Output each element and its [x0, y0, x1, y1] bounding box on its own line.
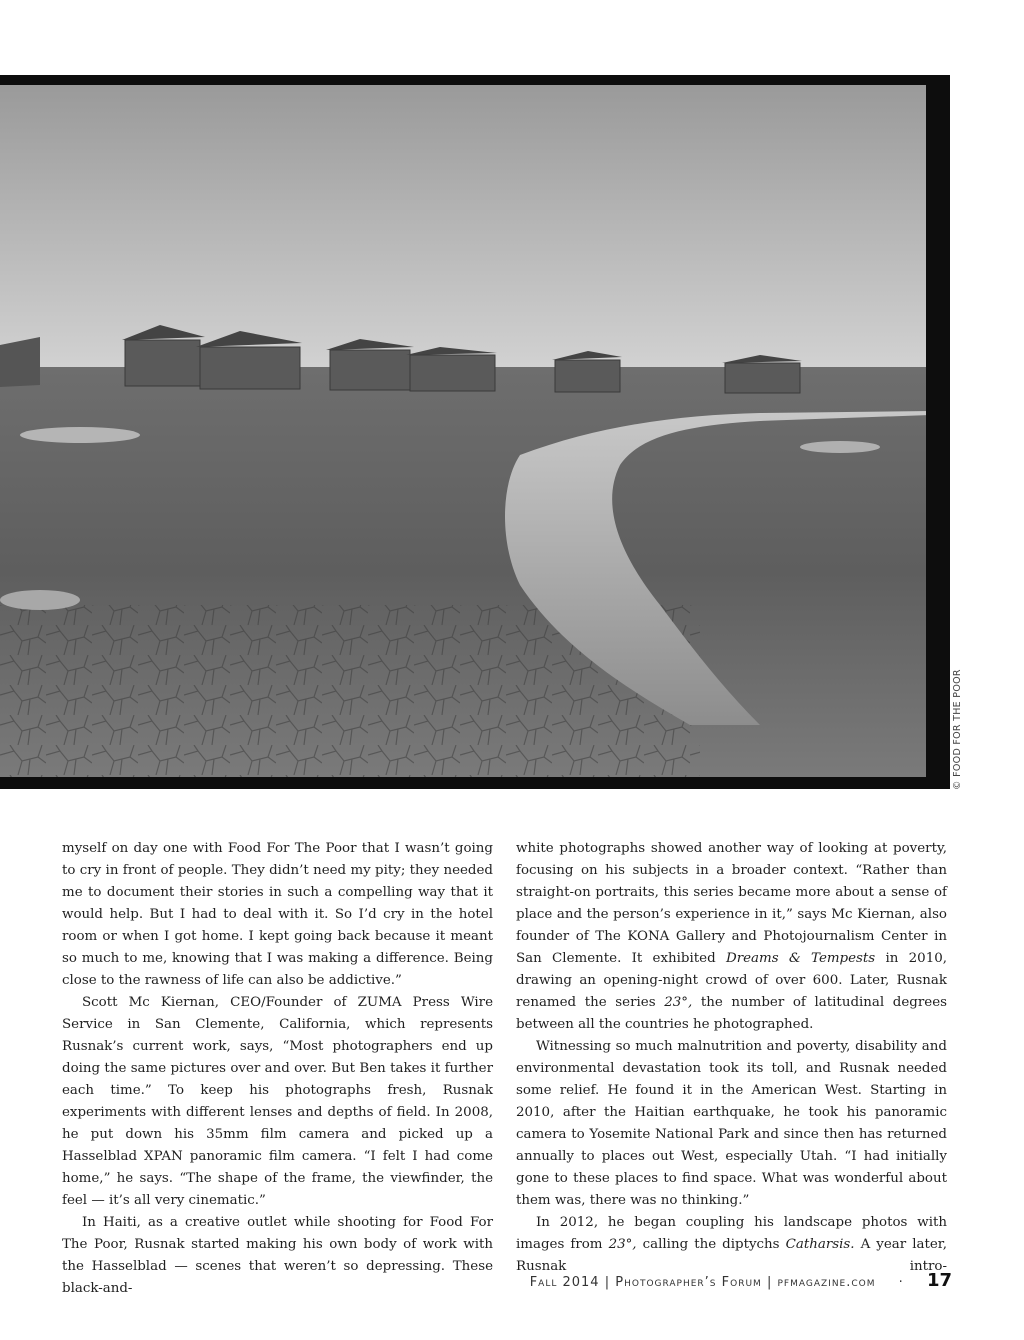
paragraph: In Haiti, as a creative outlet while shooting for Food For The Poor, Rusnak started making his own body of work with the Hasselblad — scenes that weren’t so depressing. These black-and- [62, 1215, 493, 1296]
paragraph: myself on day one with Food For The Poor that I wasn’t going to cry in front of people. They didn’t need my pity; they needed me to document their stories in such a compelling way that it would help. But I had to deal with it. So I’d cry in the hotel room or when I got home. I kept going back because it meant so much to me, knowing that I was making a difference. Being close to the rawness of life can also be addictive.” [62, 841, 493, 988]
paragraph: Scott Mc Kiernan, CEO/Founder of ZUMA Press Wire Service in San Clemente, California, which represents Rusnak’s current work, says, “Most photographers end up doing the same pictures over and over. But Ben takes it further each time.” To keep his photographs fresh, Rusnak experiments with different lenses and depths of field. In 2008, he put down his 35mm film camera and picked up a Hasselblad XPAN panoramic film camera. “I felt I had come home,” he says. “The shape of the frame, the viewfinder, the feel — it’s all very cinematic.” [62, 995, 493, 1208]
footer-separator: | [604, 1275, 611, 1290]
page-number: 17 [926, 1270, 952, 1291]
diptych-title: Catharsis. [785, 1237, 855, 1252]
magazine-name: Photographer’s Forum [615, 1275, 762, 1290]
footer-dot: · [898, 1275, 904, 1290]
article-column-left [62, 838, 493, 1300]
paragraph: In 2012, he began coupling his landscape photos with images from 23°, calling the diptychs Catharsis. A year later, Rusnak intro- [516, 1215, 947, 1274]
paragraph: Witnessing so much malnutrition and poverty, disability and environmental devastation took its toll, and Rusnak needed some relief. He found it in the American West. Starting in 2010, after the Haitian earthquake, he took his panoramic camera to Yosemite National Park and since then has returned annually to places out West, especially Utah. “I had initially gone to these places to find space. What was wonderful about them was, there was no thinking.” [516, 1039, 947, 1208]
series-title: 23°, [608, 1237, 637, 1252]
series-title: 23°, [664, 995, 693, 1010]
issue-label: Fall 2014 [529, 1275, 600, 1290]
photograph [0, 75, 950, 789]
exhibit-title: Dreams & Tempests [725, 951, 876, 966]
page-footer [530, 1270, 952, 1291]
landscape-photo [0, 85, 934, 777]
footer-separator: | [766, 1275, 773, 1290]
website-link[interactable]: pfmagazine.com [777, 1275, 876, 1290]
paragraph: white photographs showed another way of looking at poverty, focusing on his subjects in a broader context. “Rather than straight-on portraits, this series became more about a sense of place and the person’s experience in it,” says Mc Kiernan, also founder of The KONA Gallery and Photojournalism Center in San Clemente. It exhibited Dreams & Tempests in 2010, drawing an opening-night crowd of over 600. Later, Rusnak renamed the series 23°, the number of latitudinal degrees between all the countries he photographed. [516, 841, 947, 1032]
article-column-right [516, 838, 947, 1278]
photo-credit: © FOOD FOR THE POOR [952, 669, 963, 790]
